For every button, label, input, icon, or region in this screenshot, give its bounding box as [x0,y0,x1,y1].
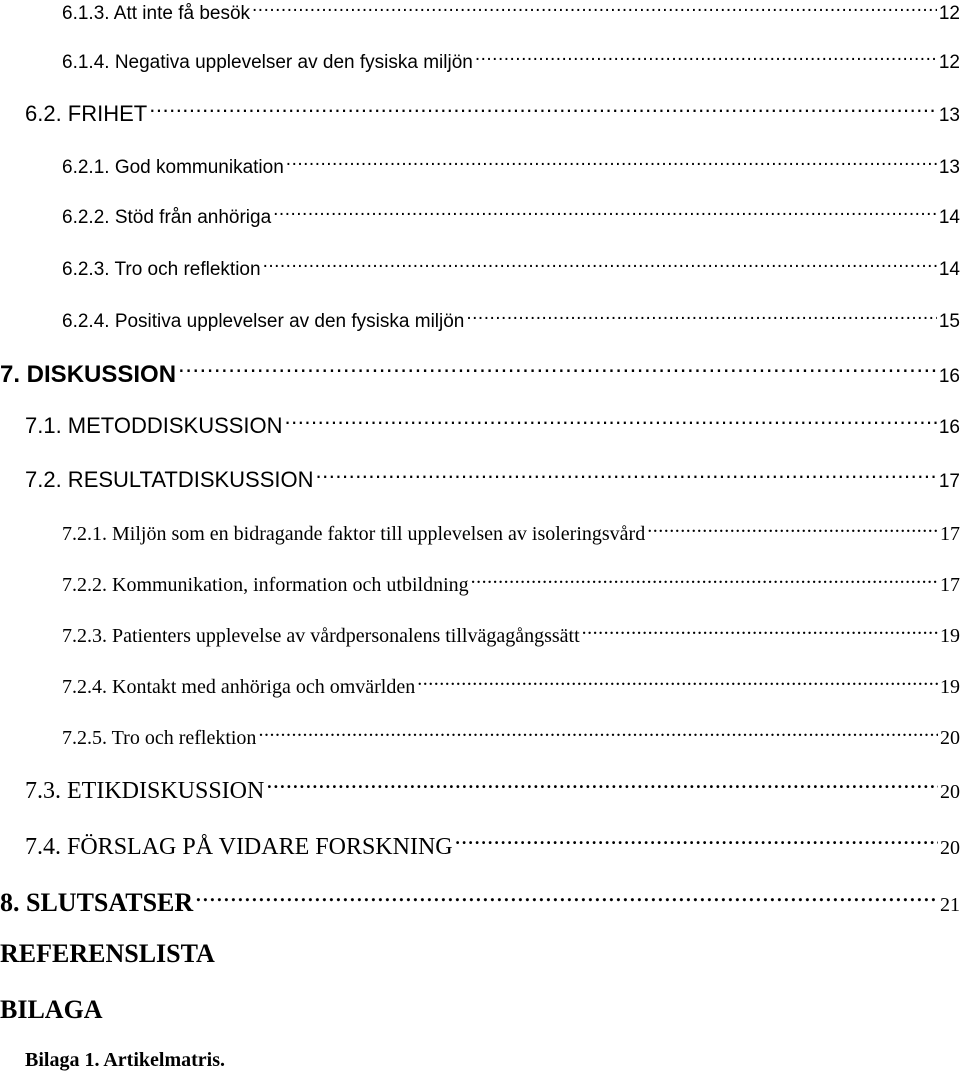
toc-heading-bilaga[interactable]: BILAGA [0,995,103,1024]
toc-entry-7-3[interactable] [25,774,960,805]
toc-entry-label: 6.2. FRIHET [25,101,148,126]
toc-page-number: 20 [940,781,960,803]
dot-leader [466,308,936,327]
toc-page-number: 19 [940,625,960,647]
dot-leader [475,49,937,68]
toc-page-number: 15 [938,311,960,332]
toc-page-number: 17 [940,574,960,596]
toc-page-number: 17 [940,523,960,545]
toc-page-number: 13 [938,105,960,126]
toc-entry-6-2-3[interactable] [62,256,960,281]
toc-entry-7[interactable] [0,358,960,389]
toc-entry-7-2-2[interactable] [62,571,960,597]
dot-leader [266,774,938,798]
dot-leader [252,0,937,19]
toc-entry-label: 6.1.3. Att inte få besök [62,3,251,24]
toc-entry-label: 7.4. FÖRSLAG PÅ VIDARE FORSKNING [25,834,453,860]
toc-entry-label: 7.2.3. Patienters upplevelse av vårdpersonalens tillvägagångssätt [62,625,580,647]
dot-leader [582,622,938,642]
toc-page-number: 12 [938,3,960,24]
dot-leader [285,411,937,433]
toc-page-number: 19 [940,676,960,698]
toc-page-number: 16 [938,417,960,438]
dot-leader [149,99,937,121]
dot-leader [178,358,937,382]
toc-entry-label: 6.1.4. Negativa upplevelser av den fysiska miljön [62,52,473,73]
toc-entry-7-2-1[interactable] [62,520,960,546]
toc-page-number: 21 [940,894,960,916]
toc-entry-6-2-1[interactable] [62,154,960,179]
toc-entry-label: 8. SLUTSATSER [0,888,194,917]
dot-leader [455,830,938,854]
toc-entry-bilaga-1[interactable]: Bilaga 1. Artikelmatris. [25,1049,225,1071]
dot-leader [286,154,937,173]
toc-entry-6-2-2[interactable] [62,204,960,229]
toc-entry-label: 7.1. METODDISKUSSION [25,413,283,438]
toc-entry-7-4[interactable] [25,830,960,861]
toc-entry-label: 6.2.3. Tro och reflektion [62,259,261,280]
toc-entry-label: 7.2.2. Kommunikation, information och utbildning [62,574,469,596]
toc-entry-7-2-4[interactable] [62,673,960,699]
toc-entry-7-2[interactable] [25,465,960,493]
toc-entry-7-2-3[interactable] [62,622,960,648]
toc-page-number: 20 [940,837,960,859]
toc-entry-label: 7.2.4. Kontakt med anhöriga och omvärlden [62,676,416,698]
toc-page-number: 20 [940,727,960,749]
toc-entry-7-2-5[interactable] [62,724,960,750]
toc-page-number: 14 [938,207,960,228]
toc-entry-label: 6.2.1. God kommunikation [62,157,284,178]
dot-leader [471,571,938,591]
toc-entry-6-1-3[interactable] [62,0,960,25]
toc-entry-label: 7.2.1. Miljön som en bidragande faktor till upplevelsen av isoleringsvård [62,523,646,545]
toc-entry-6-2[interactable] [25,99,960,127]
toc-entry-8[interactable] [0,885,960,918]
toc-entry-label: 7.3. ETIKDISKUSSION [25,778,265,804]
toc-entry-label: 6.2.2. Stöd från anhöriga [62,207,272,228]
dot-leader [647,520,938,540]
dot-leader [273,204,937,223]
toc-entry-label: 7.2. RESULTATDISKUSSION [25,467,314,492]
toc-page-number: 17 [938,471,960,492]
toc-page-number: 16 [938,366,960,387]
dot-leader [263,256,937,275]
dot-leader [417,673,938,693]
dot-leader [258,724,938,744]
dot-leader [195,885,938,911]
toc-entry-7-1[interactable] [25,411,960,439]
dot-leader [316,465,937,487]
toc-page-number: 12 [938,52,960,73]
toc-entry-6-2-4[interactable] [62,308,960,333]
toc-entry-label: 6.2.4. Positiva upplevelser av den fysiska miljön [62,311,465,332]
toc-entry-label: 7. DISKUSSION [0,361,177,388]
toc-entry-label: 7.2.5. Tro och reflektion [62,727,257,749]
toc-entry-6-1-4[interactable] [62,49,960,74]
toc-heading-referenslista[interactable]: REFERENSLISTA [0,939,215,968]
toc-page-number: 14 [938,259,960,280]
toc-page-number: 13 [938,157,960,178]
